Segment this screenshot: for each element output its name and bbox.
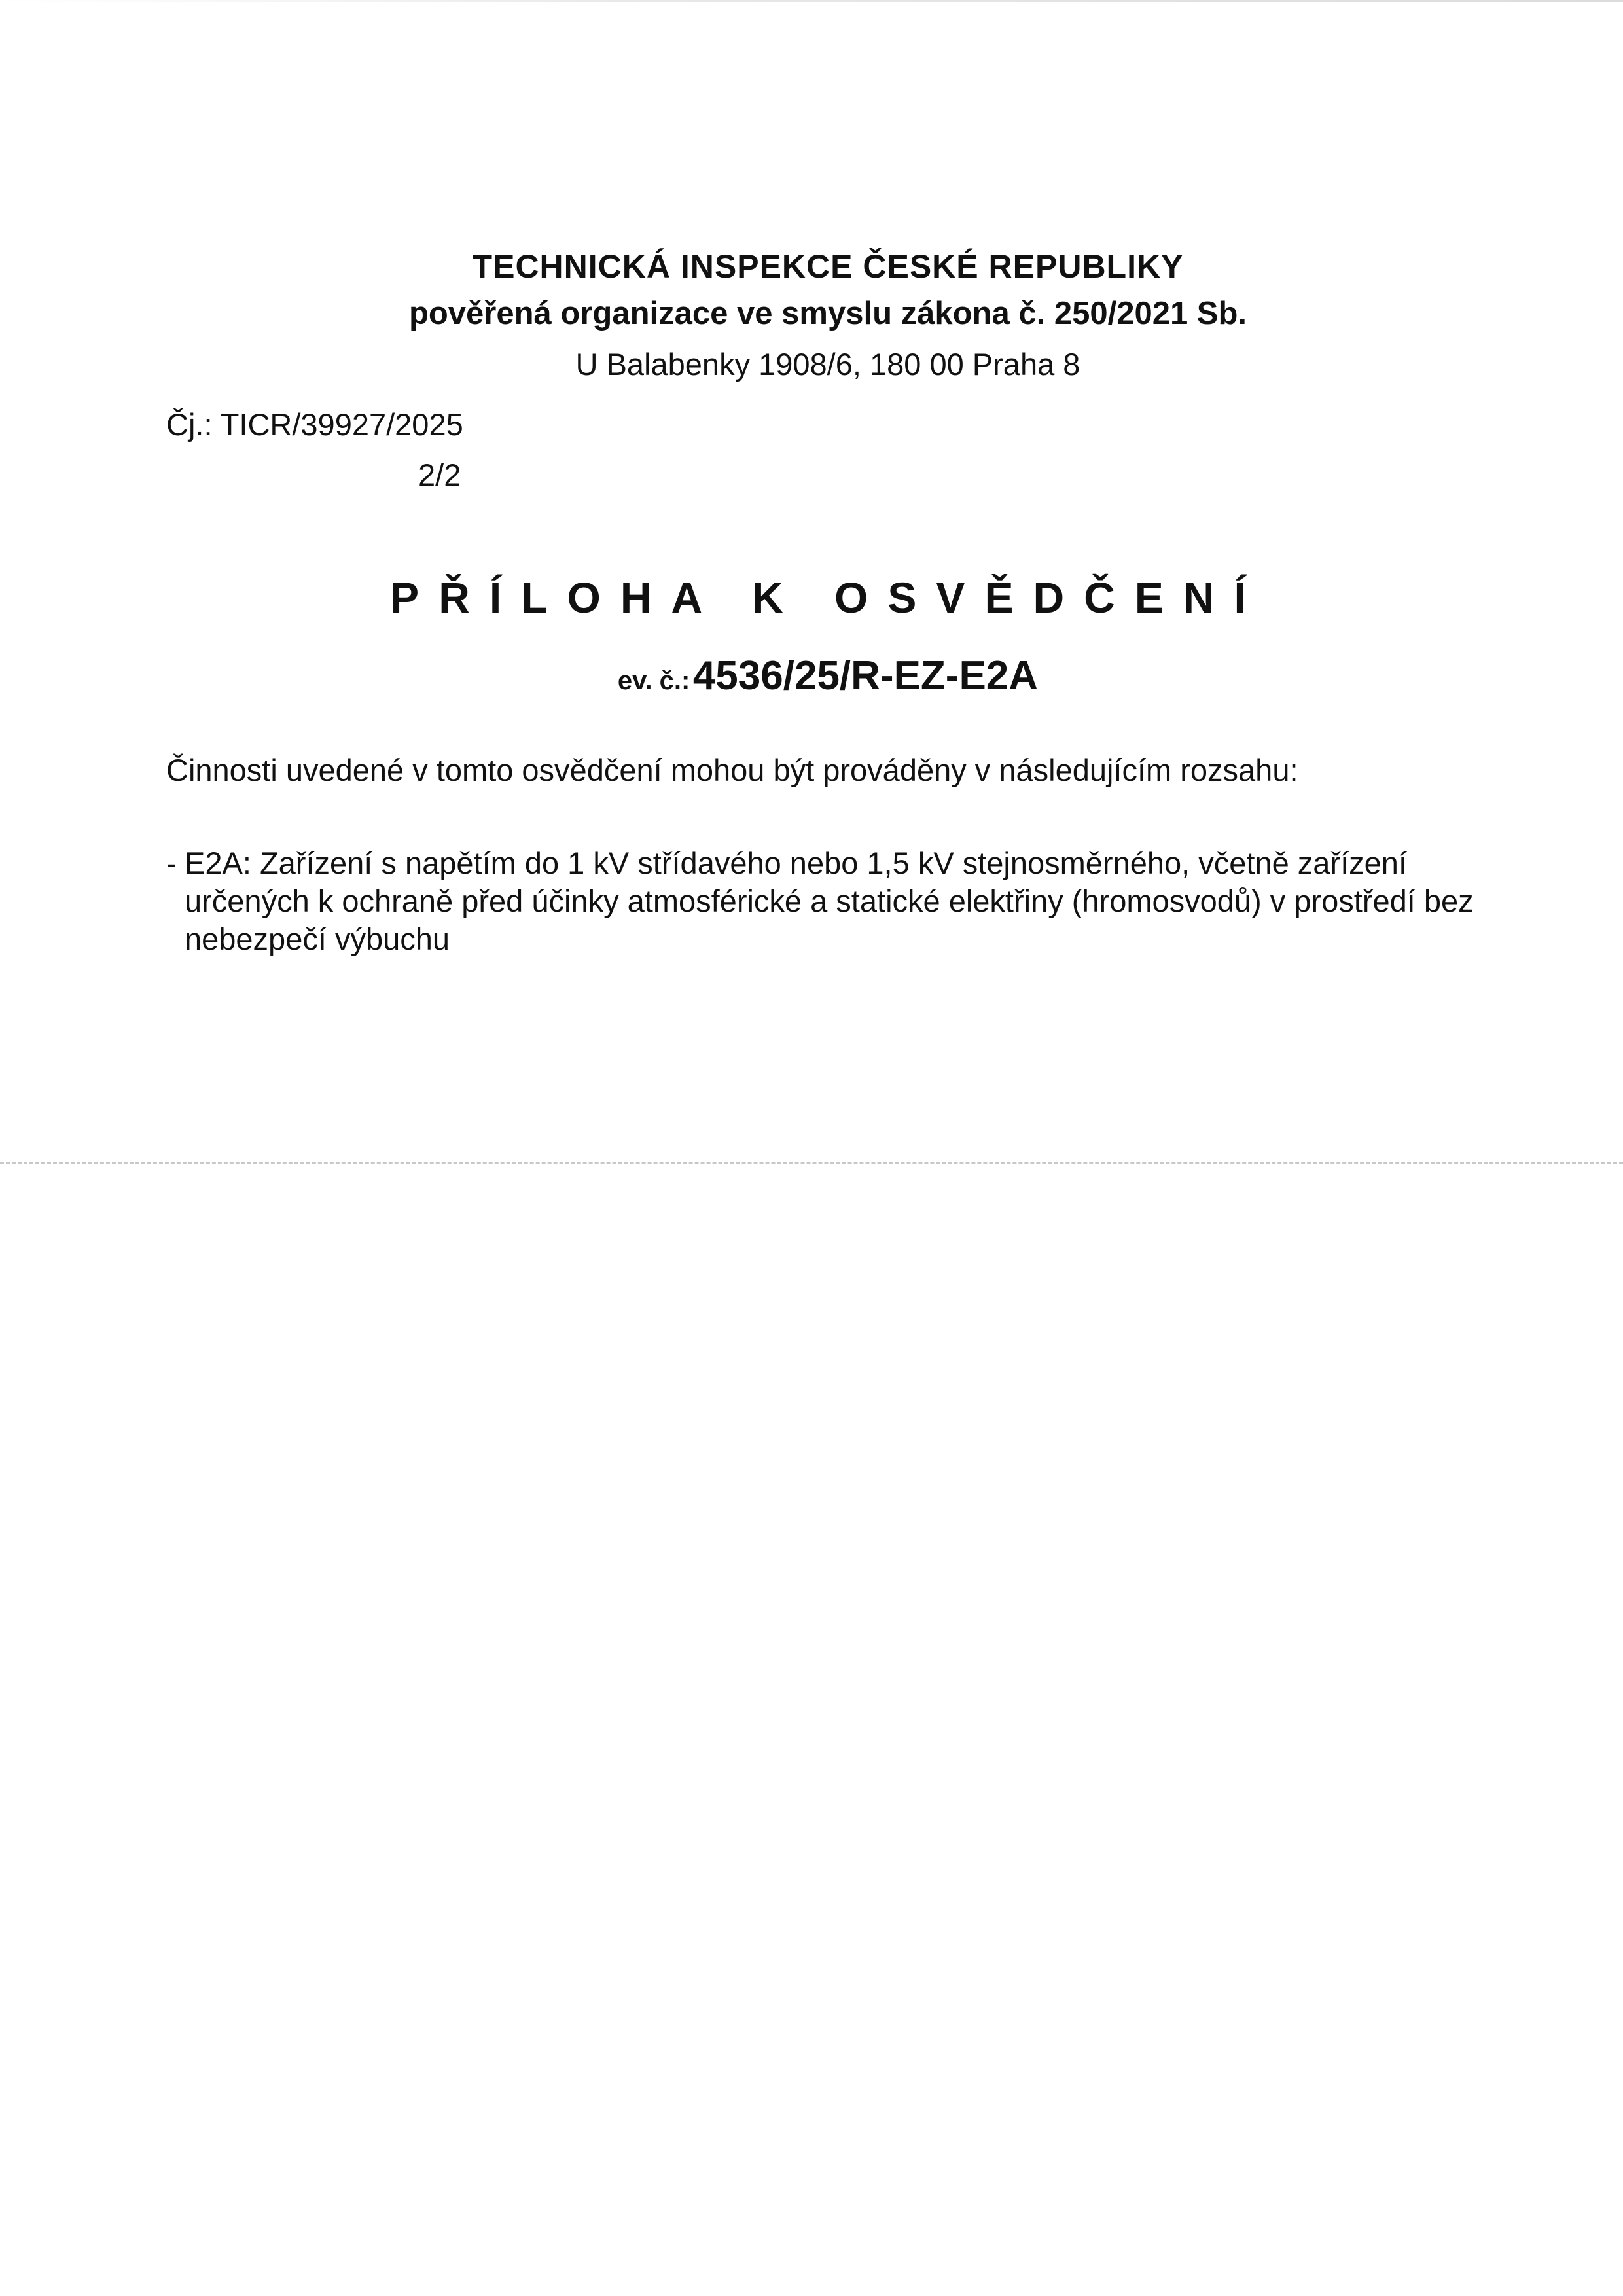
page-number: 2/2 (418, 457, 461, 492)
list-dash: - (166, 846, 177, 880)
intro-paragraph: Činnosti uvedené v tomto osvědčení mohou být prováděny v následujícím rozsahu: (166, 753, 1298, 787)
paper-fold-line (0, 1162, 1623, 1164)
reference-number: Čj.: TICR/39927/2025 (166, 407, 463, 442)
document-title: PŘÍLOHA K OSVĚDČENÍ (390, 573, 1266, 622)
registration-label: ev. č.: (617, 666, 690, 695)
scan-top-edge (0, 0, 1623, 2)
scope-item-text: E2A: Zařízení s napětím do 1 kV střídavého nebo 1,5 kV stejnosměrného, včetně zařízení určených k ochraně před účinky atmosférické a statické elektřiny (hromosvodů) v prostředí bez nebezpečí výbuchu (185, 846, 1474, 956)
organization-name: TECHNICKÁ INSPEKCE ČESKÉ REPUBLIKY (472, 248, 1184, 285)
scope-list-item (166, 844, 1508, 958)
registration-line (0, 650, 1623, 713)
organization-subtitle: pověřená organizace ve smyslu zákona č. 250/2021 Sb. (408, 296, 1247, 331)
organization-address: U Balabenky 1908/6, 180 00 Praha 8 (575, 347, 1080, 382)
registration-number: 4536/25/R-EZ-E2A (692, 653, 1039, 698)
